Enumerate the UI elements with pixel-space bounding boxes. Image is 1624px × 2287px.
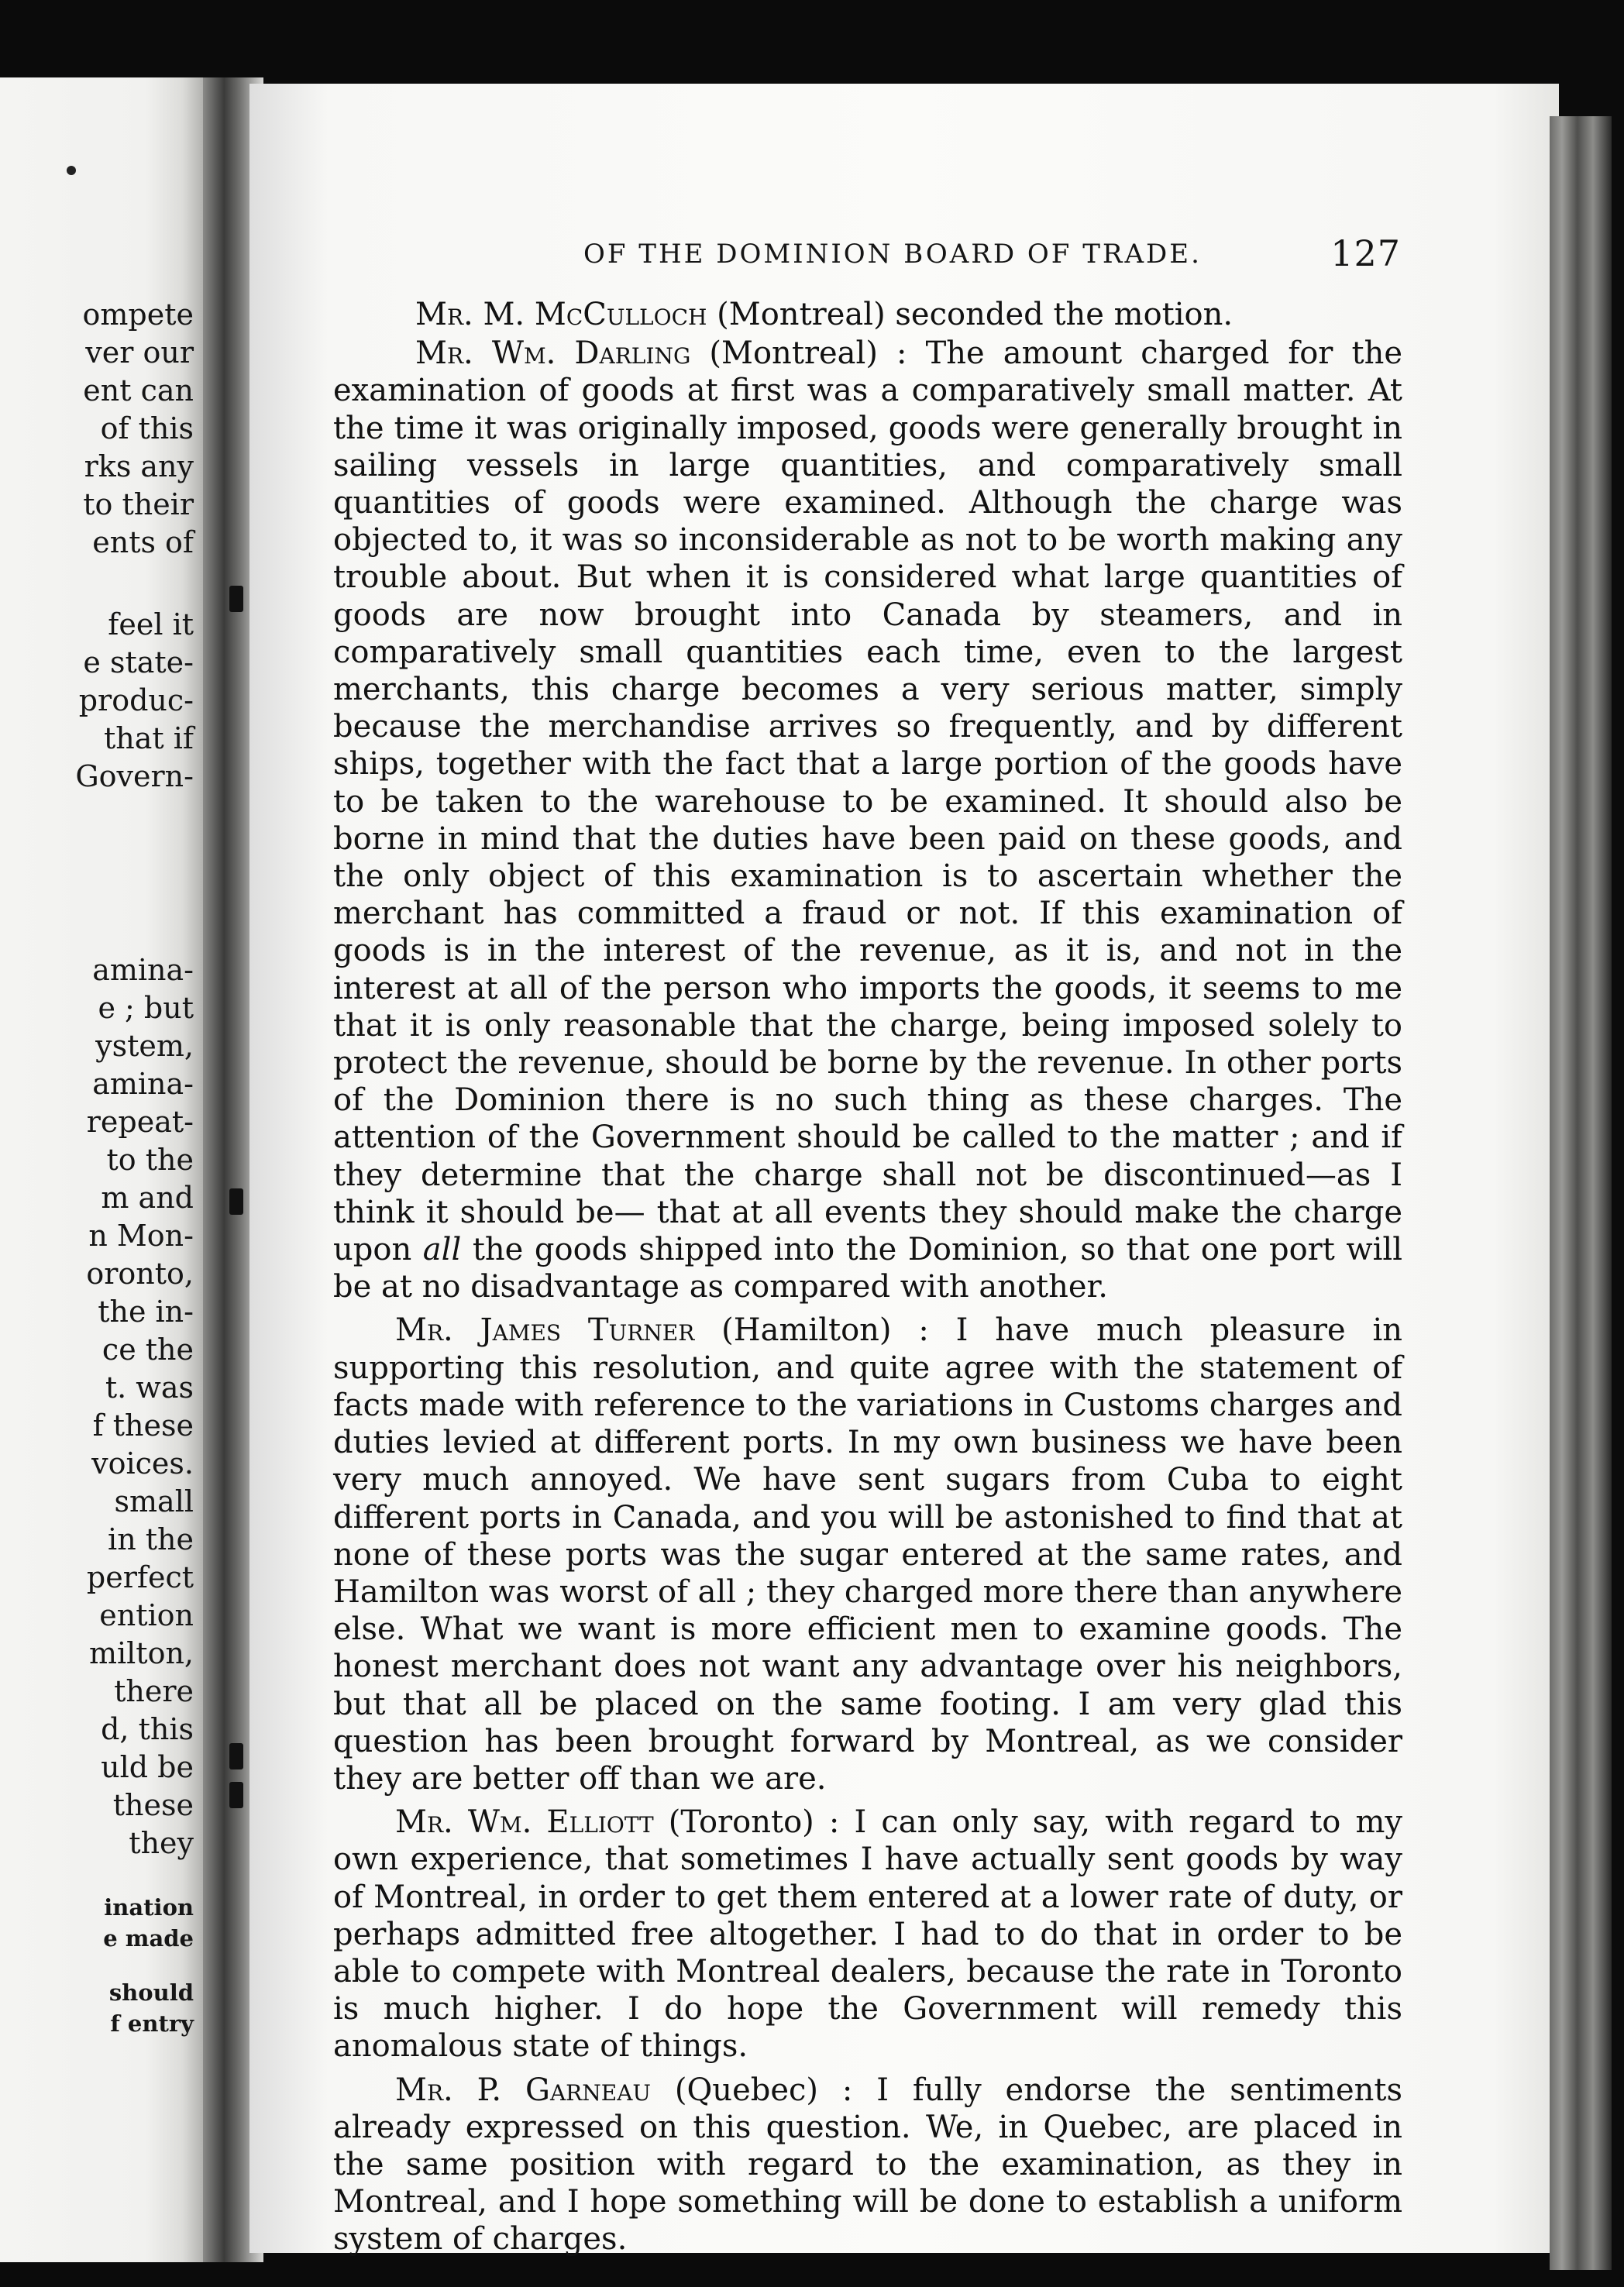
previous-page-line: e made bbox=[103, 1925, 194, 1952]
binding-stitch bbox=[229, 1782, 243, 1808]
previous-page-line: that if bbox=[104, 721, 194, 755]
previous-page-line: amina- bbox=[92, 953, 194, 987]
previous-page-line: these bbox=[112, 1788, 194, 1822]
previous-page-line: ompete bbox=[82, 297, 194, 332]
previous-page-fragment bbox=[0, 77, 208, 2262]
paragraph-text: I fully endorse the sentiments already expressed on this question. We, in Quebec, are placed in the same position with regard to the examination, as they in Montreal, and I hope something will be done to establish a uniform system of charges. bbox=[333, 2072, 1403, 2258]
previous-page-line: feel it bbox=[108, 607, 194, 641]
previous-page-line: they bbox=[129, 1826, 194, 1860]
speaker-name: Mr. Wm. Elliott bbox=[395, 1804, 654, 1841]
previous-page-line: m and bbox=[101, 1181, 194, 1215]
previous-page-footnote bbox=[103, 1892, 194, 2039]
paragraph bbox=[333, 335, 1402, 1305]
previous-page-line: uld be bbox=[101, 1750, 194, 1784]
paragraph-text-continued: the goods shipped into the Dominion, so that one port will be at no disadvantage as compared with another. bbox=[333, 1232, 1403, 1305]
previous-page-line: repeat- bbox=[86, 1105, 194, 1139]
paragraph bbox=[333, 296, 1402, 333]
previous-page-line: the in- bbox=[98, 1295, 194, 1329]
speaker-place: (Montreal) bbox=[717, 297, 886, 332]
binding-stitch bbox=[229, 1188, 243, 1215]
paragraph-text: I have much pleasure in supporting this resolution, and quite agree with the statement of facts made with reference to the variations in Customs charges and duties levied at different ports. In my own business we have been very much annoyed. We have sent sugars from Cuba to eight different ports in Canada, and you will be astonished to find that at none of these ports was the sugar entered at the same rates, and Hamilton was worst of all ; they charged more there than anywhere else. What we want is more efficient men to examine goods. The honest merchant does not want any advantage over his neighbors, but that all be placed on the same footing. I am very glad this question has been brought forward by Montreal, as we consider they are better off than we are. bbox=[333, 1312, 1403, 1797]
speaker-place: (Hamilton) : bbox=[721, 1312, 929, 1349]
speaker-place: (Quebec) : bbox=[674, 2072, 853, 2108]
previous-page-line: in the bbox=[108, 1522, 194, 1556]
previous-page-line: should bbox=[108, 1979, 194, 2006]
previous-page-lines-low bbox=[86, 951, 194, 1862]
previous-page-line: perfect bbox=[86, 1560, 194, 1594]
previous-page-line: produc- bbox=[78, 683, 194, 717]
previous-page-line: ents of bbox=[92, 525, 194, 559]
previous-page-line: f these bbox=[92, 1408, 194, 1443]
speaker-place: (Montreal) : bbox=[709, 335, 907, 372]
previous-page-lines-mid bbox=[75, 606, 194, 796]
previous-page-line: e ; but bbox=[98, 991, 194, 1025]
page-body bbox=[333, 296, 1402, 2265]
binding-stitch bbox=[229, 586, 243, 612]
previous-page-line: there bbox=[114, 1674, 194, 1708]
previous-page-line: to the bbox=[106, 1143, 194, 1177]
paragraph-text: seconded the motion. bbox=[895, 297, 1233, 332]
paragraph-text: I can only say, with regard to my own experience, that sometimes I have actually sent goods by way of Montreal, in order to get them entered at a lower rate of duty, or perhaps admitted free altogether. I had to do that in order to be able to compete with Montreal dealers, because the rate in Toronto is much higher. I do hope the Government will remedy this anomalous state of things. bbox=[333, 1804, 1402, 2065]
previous-page-lines-top bbox=[83, 296, 194, 562]
speaker-name: Mr. James Turner bbox=[395, 1312, 695, 1349]
page-header bbox=[332, 232, 1401, 279]
paragraph bbox=[333, 1804, 1402, 2065]
previous-page-line: ention bbox=[99, 1598, 194, 1632]
previous-page-line: to their bbox=[83, 487, 194, 521]
emphasis: all bbox=[422, 1232, 462, 1268]
running-title: OF THE DOMINION BOARD OF TRADE. bbox=[583, 239, 1202, 270]
speaker-name: Mr. Wm. Darling bbox=[415, 335, 691, 372]
paragraph bbox=[333, 1312, 1402, 1797]
previous-page-line: small bbox=[114, 1484, 194, 1518]
page-block-edge bbox=[1550, 116, 1612, 2270]
binding-stitch bbox=[229, 1743, 243, 1769]
previous-page-line: of this bbox=[100, 411, 194, 445]
speaker-place: (Toronto) : bbox=[668, 1804, 840, 1841]
previous-page-line: oronto, bbox=[86, 1257, 194, 1291]
previous-page-line: voices. bbox=[91, 1446, 194, 1481]
speaker-name: Mr. M. McCulloch bbox=[415, 297, 707, 332]
previous-page-line: f entry bbox=[110, 2010, 194, 2037]
previous-page-line: ent can bbox=[83, 373, 194, 408]
previous-page-line: amina- bbox=[92, 1067, 194, 1101]
previous-page-line: t. was bbox=[105, 1370, 194, 1405]
previous-page-line: e state- bbox=[83, 645, 194, 679]
previous-page-line: rks any bbox=[84, 449, 194, 483]
paragraph-text: The amount charged for the examination of goods at first was a comparatively small matter. At the time it was originally imposed, goods were generally brought in sailing vessels in large quantities, and comparatively small quantities of goods were examined. Although the charge was objected to, it was so inconsiderable as not to be worth making any trouble about. But when it is considered what large quantities of goods are now brought into Canada by steamers, and in comparatively small quantities each time, even to the largest merchants, this charge becomes a very serious matter, simply because the merchandise arrives so frequently, and by different ships, together with the fact that a large portion of the goods have to be taken to the warehouse to be examined. It should also be borne in mind that the duties have been paid on these goods, and the only object of this examination is to ascertain whether the merchant has committed a fraud or not. If this examination of goods is in the interest of the revenue, as it is, and not in the interest at all of the person who imports the goods, it seems to me that it is only reasonable that the charge, being imposed solely to protect the revenue, should be borne by the revenue. In other ports of the Dominion there is no such thing as these charges. The attention of the Government should be called to the matter ; and if they determine that the charge shall not be discontinued—as I think it should be— that at all events they should make the charge upon bbox=[333, 335, 1403, 1268]
paragraph bbox=[333, 2072, 1402, 2258]
previous-page-line: ystem, bbox=[95, 1029, 194, 1063]
previous-page-line: d, this bbox=[101, 1712, 194, 1746]
previous-page-line: milton, bbox=[88, 1636, 194, 1670]
previous-page-line: Govern- bbox=[75, 759, 194, 793]
page-number: 127 bbox=[1330, 232, 1401, 274]
previous-page-line: n Mon- bbox=[88, 1219, 194, 1253]
previous-page-line: ce the bbox=[102, 1333, 194, 1367]
previous-page-line: ver our bbox=[85, 335, 194, 370]
previous-page-line: ination bbox=[104, 1894, 194, 1921]
speaker-name: Mr. P. Garneau bbox=[395, 2072, 652, 2108]
ink-dot bbox=[67, 166, 76, 175]
